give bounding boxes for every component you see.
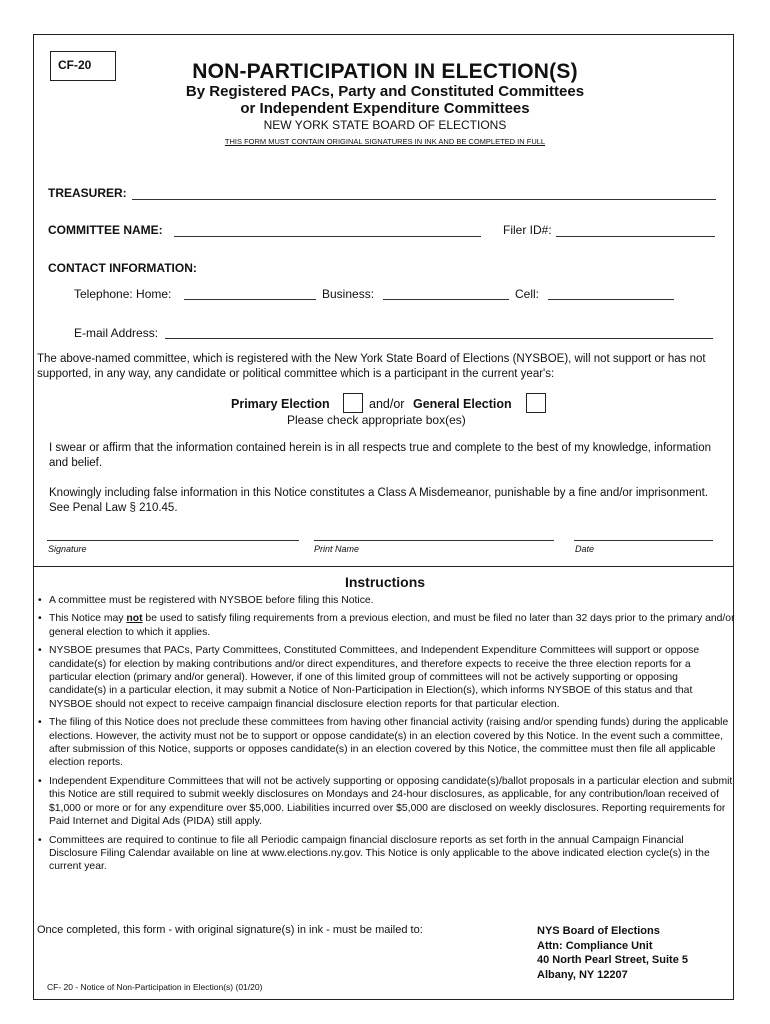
form-subtitle-line2: or Independent Expenditure Committees [240, 100, 530, 117]
signature-field[interactable] [47, 540, 299, 541]
filer-id-label: Filer ID#: [503, 223, 552, 237]
committee-name-field[interactable] [174, 236, 481, 237]
print-name-caption: Print Name [314, 544, 360, 554]
andor-label: and/or [369, 397, 405, 411]
email-field[interactable] [165, 338, 713, 339]
signature-notice: THIS FORM MUST CONTAIN ORIGINAL SIGNATURES IN INK AND BE COMPLETED IN FULL [224, 137, 546, 146]
committee-statement: The above-named committee, which is registered with the New York State Board of Elections (NYSBOE), will not support or has not supported, in any way, any candidate or political committee which is a participant in the current year's: [37, 353, 706, 380]
print-name-field[interactable] [314, 540, 554, 541]
business-phone-field[interactable] [383, 299, 509, 300]
form-subtitle-line1: By Registered PACs, Party and Constituted Committees [185, 83, 585, 100]
address-line: 40 North Pearl Street, Suite 5 [537, 954, 688, 966]
telephone-home-field[interactable] [184, 299, 316, 300]
form-id-box: CF-20 [50, 51, 116, 81]
filer-id-field[interactable] [556, 236, 715, 237]
instruction-item: • NYSBOE presumes that PACs, Party Committees, Constituted Committees, and Independent Expenditure Committees will support or oppose candidate(s) for election by making contributions and/or direct expenditures, and therefore expects to receive the three election reports for a particular election (primary and/or general). However, if one of this limited group of committees will not be actively supporting or opposing candidate(s) in a particular election, it may submit a Notice of Non-Participation in Election(s), which informs NYSBOE of this status and that NYSBOE should not expect to receive campaign financial disclosure election reports for that particular election. [37, 644, 735, 711]
signature-caption: Signature [48, 544, 87, 554]
telephone-home-label: Telephone: Home: [74, 287, 172, 301]
cell-phone-label: Cell: [515, 287, 540, 301]
date-field[interactable] [574, 540, 713, 541]
instruction-item: • A committee must be registered with NYSBOE before filing this Notice. [37, 594, 735, 607]
instructions-heading: Instructions [344, 574, 426, 590]
address-line: Attn: Compliance Unit [537, 939, 653, 952]
general-election-checkbox[interactable] [526, 393, 546, 413]
email-label: E-mail Address: [74, 326, 159, 340]
mailing-instruction: Once completed, this form - with original signature(s) in ink - must be mailed to: [37, 924, 423, 936]
date-caption: Date [575, 544, 595, 554]
form-title: NON-PARTICIPATION IN ELECTION(S) [192, 60, 578, 83]
cell-phone-field[interactable] [548, 299, 674, 300]
check-hint: Please check appropriate box(es) [287, 413, 466, 427]
instructions-list [37, 594, 735, 879]
primary-election-checkbox[interactable] [343, 393, 363, 413]
address-line: NYS Board of Elections [537, 925, 660, 937]
primary-election-label: Primary Election [231, 397, 330, 411]
penalty-warning: Knowingly including false information in this Notice constitutes a Class A Misdemeanor, punishable by a fine and/or imprisonment. See Penal Law § 210.45. [49, 487, 709, 514]
mailing-address [537, 924, 688, 982]
address-line: Albany, NY 12207 [537, 968, 628, 981]
instruction-item: • This Notice may not be used to satisfy filing requirements from a previous election, and must be filed no later than 32 days prior to the primary and/or general election to which it applies. [37, 612, 735, 639]
instruction-item: • Independent Expenditure Committees that will not be actively supporting or opposing candidate(s)/ballot proposals in a particular election and submit this Notice are still required to submit weekly disclosures on Mondays and 24-hour disclosures, as applicable, for any contribution/loan received of $1,000 or more or for any expenditure over $5,000. Liabilities incurred over $5,000 are disclosed on weekly disclosures. Reporting requirements for Paid Internet and Digital Ads (PIDA) still apply. [37, 775, 735, 829]
section-divider [33, 566, 734, 567]
instruction-item: • The filing of this Notice does not preclude these committees from having other financial activity (raising and/or spending funds) during the applicable elections. However, the activity must not be to support or oppose candidate(s) in an election covered by this Notice. In the event such a committee, after submission of this Notice, supports or opposes candidate(s) in an election covered by this Notice, the committee must then file all applicable election reports. [37, 716, 735, 770]
instruction-item: • Committees are required to continue to file all Periodic campaign financial disclosure reports as set forth in the annual Campaign Financial Disclosure Filing Calendar available on line at www.elections.ny.gov. This Notice is only applicable to the above indicated election cycle(s) in the current year. [37, 834, 735, 874]
general-election-label: General Election [413, 397, 512, 411]
contact-info-heading: CONTACT INFORMATION: [48, 261, 197, 275]
treasurer-field[interactable] [132, 199, 716, 200]
affirmation-text: I swear or affirm that the information contained herein is in all respects true and complete to the best of my knowledge, information and belief. [49, 442, 712, 469]
agency-name: NEW YORK STATE BOARD OF ELECTIONS [263, 118, 507, 132]
committee-name-label: COMMITTEE NAME: [48, 223, 163, 237]
treasurer-label: TREASURER: [48, 186, 127, 200]
form-footer: CF- 20 - Notice of Non-Participation in Election(s) (01/20) [47, 982, 263, 992]
business-phone-label: Business: [322, 287, 375, 301]
